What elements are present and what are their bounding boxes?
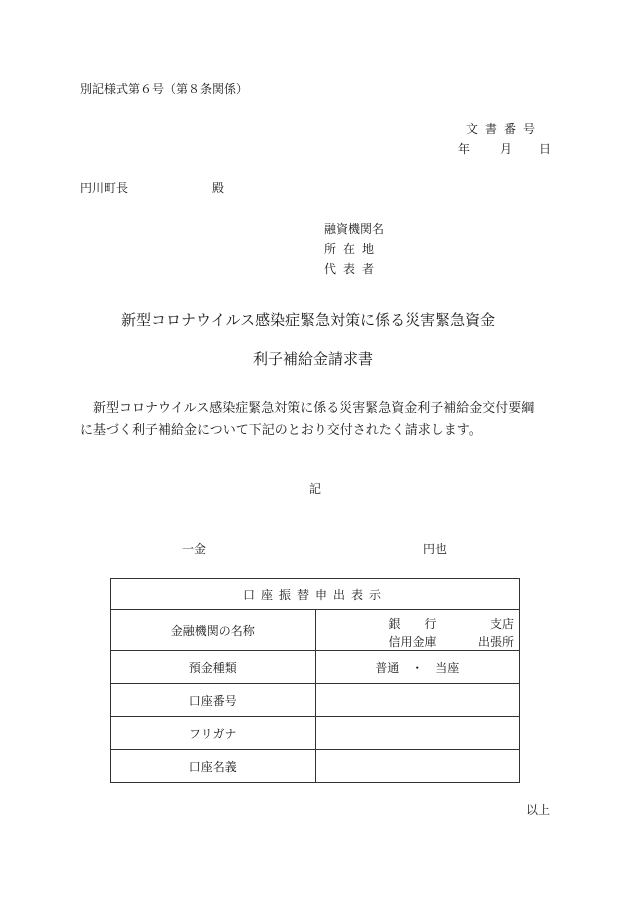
- furigana-cell-label: フリガナ: [111, 717, 316, 750]
- account-number-cell-label: 口座番号: [111, 684, 316, 717]
- amount-prefix: 一金: [182, 542, 207, 556]
- institution-name-cell[interactable]: [315, 610, 520, 651]
- account-type-cell[interactable]: 普通 ・ 当座: [315, 651, 520, 684]
- addressee-honorific: 殿: [212, 181, 225, 195]
- account-transfer-header: 口座振替申出表示: [111, 579, 520, 610]
- date-month-label: 月: [500, 142, 513, 156]
- account-transfer-table: [110, 578, 520, 783]
- branch-label: 支店: [489, 617, 514, 631]
- date-day-label: 日: [539, 142, 552, 156]
- institution-name-label: 融資機関名: [324, 222, 385, 236]
- furigana-cell[interactable]: [315, 717, 520, 750]
- institution-name-cell-label: 金融機関の名称: [111, 610, 316, 651]
- table-row: [111, 651, 520, 684]
- request-body-line2: に基づく利子補給金について下記のとおり交付されたく請求します。: [80, 423, 482, 438]
- representative-label: 代表者: [324, 262, 382, 276]
- addressee: 円川町長: [80, 181, 129, 195]
- amount-suffix: 円也: [423, 542, 448, 556]
- request-body-line1: 新型コロナウイルス感染症緊急対策に係る災害緊急資金利子補給金交付要綱: [93, 401, 535, 416]
- sub-office-label: 出張所: [477, 635, 514, 649]
- table-row: [111, 750, 520, 783]
- address-label: 所在地: [324, 242, 382, 256]
- account-number-cell[interactable]: [315, 684, 520, 717]
- form-id-label: 別記様式第６号（第８条関係）: [80, 82, 249, 96]
- table-row: [111, 684, 520, 717]
- document-title-line2: 利子補給金請求書: [253, 350, 374, 368]
- table-row: [111, 610, 520, 651]
- table-row: [111, 717, 520, 750]
- document-number-label: 文書番号: [466, 122, 543, 136]
- date-year-label: 年: [458, 142, 471, 156]
- credit-union-label: 信用金庫: [388, 635, 437, 649]
- account-holder-cell-label: 口座名義: [111, 750, 316, 783]
- bank-label: 銀 行: [388, 617, 437, 631]
- document-title-line1: 新型コロナウイルス感染症緊急対策に係る災害緊急資金: [121, 311, 496, 329]
- account-type-cell-label: 預金種類: [111, 651, 316, 684]
- note-heading: 記: [309, 482, 322, 496]
- closing-mark: 以上: [526, 803, 551, 817]
- account-holder-cell[interactable]: [315, 750, 520, 783]
